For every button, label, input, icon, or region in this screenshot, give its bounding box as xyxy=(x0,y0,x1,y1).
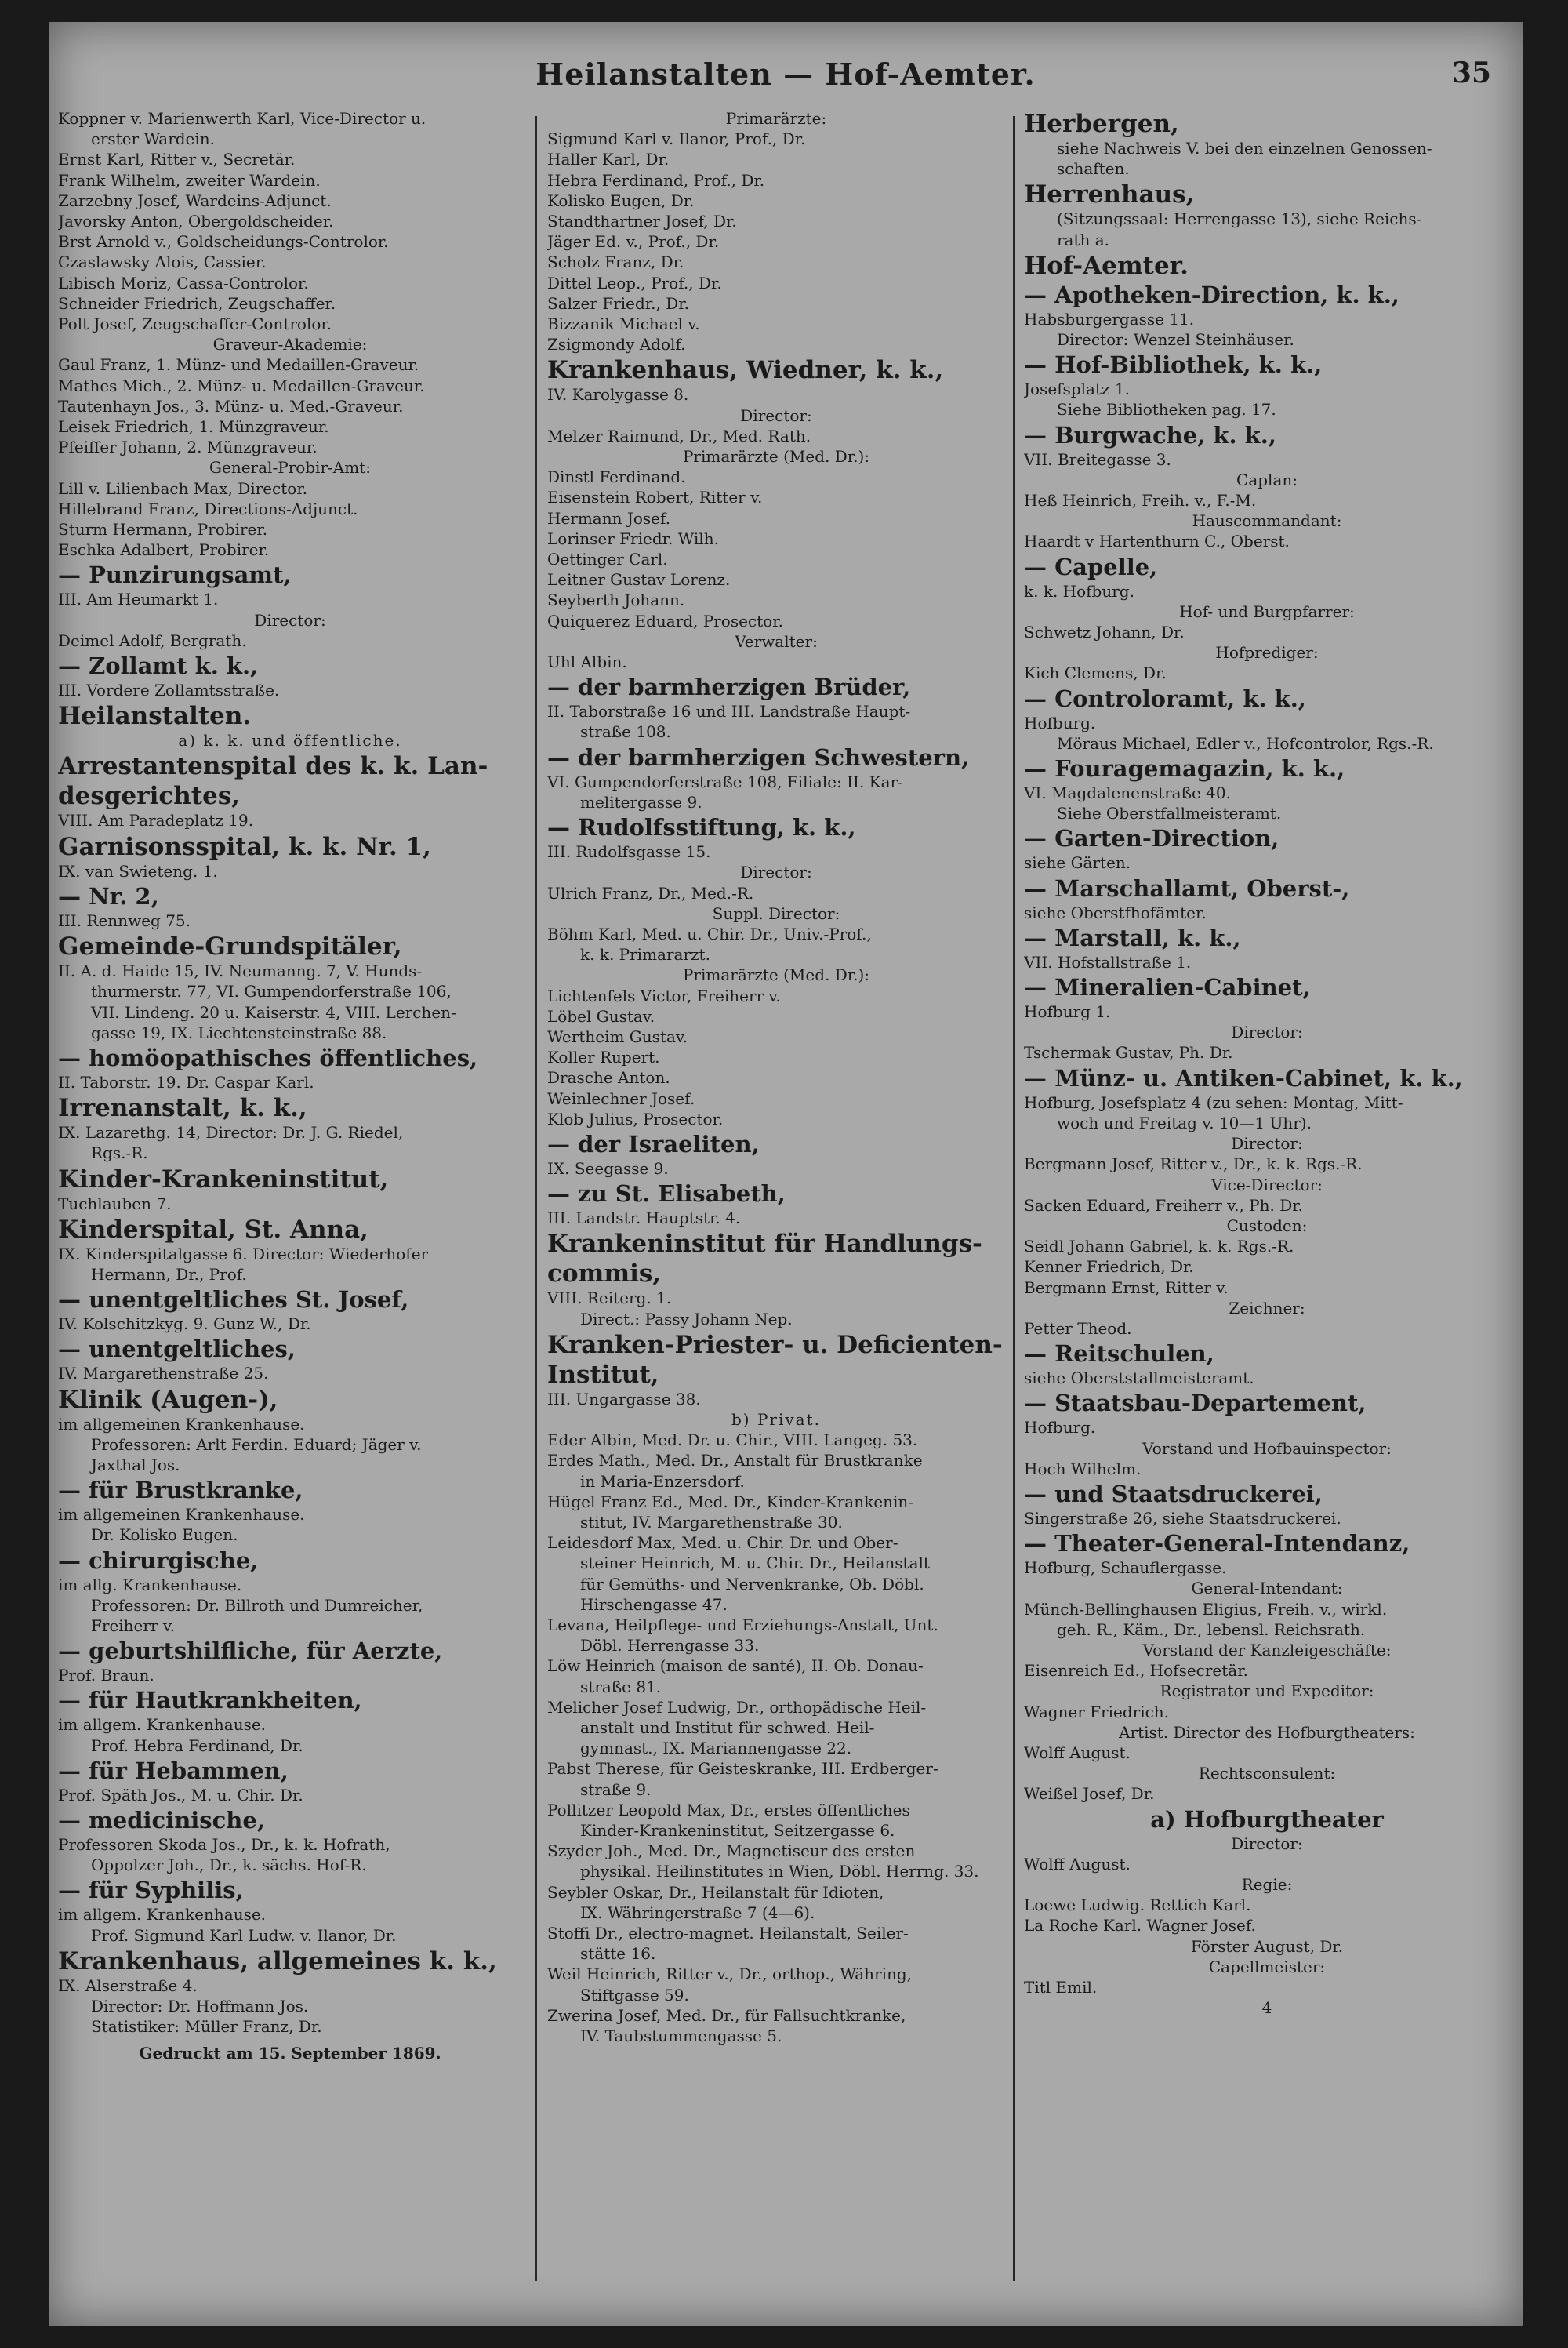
subsection-heading: — für Hautkrankheiten, xyxy=(58,1687,362,1714)
entry-line-continued: Freiherr v. xyxy=(91,1616,176,1635)
entry-line: siehe Oberststallmeisteramt. xyxy=(1024,1368,1254,1388)
sub-heading: Hofprediger: xyxy=(1215,643,1319,663)
entry-line: IX. Alserstraße 4. xyxy=(58,1975,198,1995)
entry-line-continued: erster Wardein. xyxy=(91,129,216,149)
entry-line-continued: VII. Lindeng. 20 u. Kaiserstr. 4, VIII. Lerchen- xyxy=(91,1002,456,1022)
sub-heading: Registrator und Expeditor: xyxy=(1160,1681,1374,1701)
section-heading: Herrenhaus, xyxy=(1024,180,1195,209)
entry-line: Pfeiffer Johann, 2. Münzgraveur. xyxy=(58,438,318,457)
entry-line: Leidesdorf Max, Med. u. Chir. Dr. und Ober- xyxy=(547,1533,898,1553)
entry-line: III. Rudolfsgasse 15. xyxy=(547,842,711,862)
subsection-heading: — zu St. Elisabeth, xyxy=(547,1180,786,1208)
entry-line: Habsburgergasse 11. xyxy=(1024,309,1195,329)
entry-line: Eisenstein Robert, Ritter v. xyxy=(547,488,763,507)
entry-line: Tschermak Gustav, Ph. Dr. xyxy=(1024,1043,1233,1063)
running-title: Heilanstalten — Hof-Aemter. xyxy=(535,56,1036,92)
entry-line: Ernst Karl, Ritter v., Secretär. xyxy=(58,150,296,169)
section-heading: Hof-Aemter. xyxy=(1024,251,1189,280)
entry-line: Prof. Braun. xyxy=(58,1666,154,1685)
sub-heading: Vorstand der Kanzleigeschäfte: xyxy=(1142,1640,1392,1659)
section-heading: Arrestantenspital des k. k. Lan- xyxy=(58,752,488,781)
subsection-heading: — Garten-Direction, xyxy=(1024,825,1279,852)
entry-line-continued: anstalt und Institut für schwed. Heil- xyxy=(580,1718,875,1737)
entry-line: Sigmund Karl v. Ilanor, Prof., Dr. xyxy=(547,129,806,149)
entry-line: II. Taborstraße 16 und III. Landstraße Haupt- xyxy=(547,702,911,721)
sub-heading: Custoden: xyxy=(1226,1216,1308,1235)
entry-line-continued: rath a. xyxy=(1057,230,1110,249)
entry-line: Bergmann Ernst, Ritter v. xyxy=(1024,1278,1229,1297)
entry-line: Haller Karl, Dr. xyxy=(547,150,670,169)
sub-heading: Caplan: xyxy=(1236,470,1298,489)
entry-line: siehe Oberstfhofämter. xyxy=(1024,903,1207,922)
entry-line: Titl Emil. xyxy=(1024,1978,1098,1997)
entry-line: III. Vordere Zollamtsstraße. xyxy=(58,681,280,700)
entry-line: Zwerina Josef, Med. Dr., für Fallsuchtkranke, xyxy=(547,2005,906,2025)
entry-line: im allg. Krankenhause. xyxy=(58,1575,242,1594)
entry-line: Pollitzer Leopold Max, Dr., erstes öffentliches xyxy=(547,1800,910,1819)
sub-heading: Primarärzte: xyxy=(725,109,827,128)
subsection-heading: — Staatsbau-Departement, xyxy=(1024,1390,1367,1417)
entry-line: Deimel Adolf, Bergrath. xyxy=(58,631,247,650)
entry-line: Petter Theod. xyxy=(1024,1318,1132,1338)
sub-heading: Rechtsconsulent: xyxy=(1198,1764,1336,1783)
entry-line: Levana, Heilpflege- und Erziehungs-Anstalt, Unt. xyxy=(547,1615,938,1634)
page-number: 35 xyxy=(1451,56,1491,89)
entry-line-continued: Professoren: Arlt Ferdin. Eduard; Jäger v. xyxy=(91,1434,422,1454)
entry-line: k. k. Hofburg. xyxy=(1024,581,1134,601)
sub-heading: Primarärzte (Med. Dr.): xyxy=(682,447,870,467)
entry-line: Weinlechner Josef. xyxy=(547,1089,695,1108)
entry-line: III. Landstr. Hauptstr. 4. xyxy=(547,1209,741,1228)
entry-line-continued: stätte 16. xyxy=(580,1944,656,1964)
section-heading: Krankeninstitut für Handlungs- xyxy=(547,1230,982,1259)
entry-line: IX. Kinderspitalgasse 6. Director: Wiederhofer xyxy=(58,1244,429,1263)
entry-line-continued: Dr. Kolisko Eugen. xyxy=(91,1525,238,1545)
entry-line-continued: physikal. Heilinstitutes in Wien, Döbl. Herrng. 33. xyxy=(580,1862,979,1881)
entry-line: Erdes Math., Med. Dr., Anstalt für Brustkranke xyxy=(547,1451,923,1470)
entry-line: Zsigmondy Adolf. xyxy=(547,335,686,354)
entry-line: Frank Wilhelm, zweiter Wardein. xyxy=(58,170,321,190)
sub-heading: Capellmeister: xyxy=(1208,1957,1326,1976)
entry-line: Sturm Hermann, Probirer. xyxy=(58,520,268,540)
entry-line: Leisek Friedrich, 1. Münzgraveur. xyxy=(58,417,329,437)
subsection-heading: — Hof-Bibliothek, k. k., xyxy=(1024,351,1323,379)
entry-line: Koppner v. Marienwerth Karl, Vice-Director u. xyxy=(58,109,426,128)
subsection-heading: — für Hebammen, xyxy=(58,1757,289,1784)
entry-line: Seybler Oskar, Dr., Heilanstalt für Idioten, xyxy=(547,1882,884,1902)
entry-line: III. Am Heumarkt 1. xyxy=(58,590,219,609)
entry-line: Stoffi Dr., electro-magnet. Heilanstalt, Seiler- xyxy=(547,1924,909,1943)
entry-line: Hofburg. xyxy=(1024,1418,1096,1438)
entry-line: Bizzanik Michael v. xyxy=(547,314,700,334)
subsection-heading: — Rudolfsstiftung, k. k., xyxy=(547,814,856,841)
subsection-heading: — für Brustkranke, xyxy=(58,1477,303,1504)
entry-line: Eschka Adalbert, Probirer. xyxy=(58,540,270,560)
section-heading: Irrenanstalt, k. k., xyxy=(58,1094,307,1123)
entry-line: IX. van Swieteng. 1. xyxy=(58,861,218,881)
sub-heading: General-Intendant: xyxy=(1191,1579,1343,1598)
entry-line: Standthartner Josef, Dr. xyxy=(547,212,737,231)
entry-line: Czaslawsky Alois, Cassier. xyxy=(58,253,267,272)
column-right xyxy=(1024,108,1510,2304)
sub-heading: Director: xyxy=(740,405,812,425)
entry-line-continued: Statistiker: Müller Franz, Dr. xyxy=(91,2017,322,2037)
column-middle xyxy=(547,108,1005,2304)
entry-line: Sacken Eduard, Freiherr v., Ph. Dr. xyxy=(1024,1195,1303,1215)
entry-line: Wertheim Gustav. xyxy=(547,1027,688,1046)
entry-line: Salzer Friedr., Dr. xyxy=(547,293,689,313)
entry-line: Hoch Wilhelm. xyxy=(1024,1459,1142,1478)
entry-line-continued: für Gemüths- und Nervenkranke, Ob. Döbl. xyxy=(580,1574,924,1594)
subsection-heading: — Marstall, k. k., xyxy=(1024,924,1241,951)
entry-line-continued: schaften. xyxy=(1057,159,1130,179)
section-heading: Klinik (Augen-), xyxy=(58,1385,278,1414)
subsection-heading: — und Staatsdruckerei, xyxy=(1024,1480,1323,1507)
entry-line: II. Taborstr. 19. Dr. Caspar Karl. xyxy=(58,1072,314,1092)
subsection-heading: — der barmherzigen Brüder, xyxy=(547,674,911,701)
subsection-heading: — Reitschulen, xyxy=(1024,1340,1214,1368)
entry-line: Hofburg 1. xyxy=(1024,1002,1111,1022)
entry-line: Melicher Josef Ludwig, Dr., orthopädische Heil- xyxy=(547,1697,927,1717)
page-header xyxy=(49,56,1523,104)
entry-line-continued: Kinder-Krankeninstitut, Seitzergasse 6. xyxy=(580,1821,895,1841)
sub-heading: Director: xyxy=(740,863,812,882)
subsection-heading: — Theater-General-Intendanz, xyxy=(1024,1530,1410,1557)
subsection-heading: — Capelle, xyxy=(1024,553,1158,580)
entry-line: III. Rennweg 75. xyxy=(58,910,191,930)
entry-line: Tautenhayn Jos., 3. Münz- u. Med.-Graveur. xyxy=(58,396,404,416)
entry-line: La Roche Karl. Wagner Josef. xyxy=(1024,1916,1256,1935)
entry-line-continued: Oppolzer Joh., Dr., k. sächs. Hof-R. xyxy=(91,1856,367,1875)
entry-line: Scholz Franz, Dr. xyxy=(547,253,684,272)
entry-line-continued: Hirschengasse 47. xyxy=(580,1594,728,1614)
entry-line: Mathes Mich., 2. Münz- u. Medaillen-Graveur. xyxy=(58,376,425,395)
entry-line: Leitner Gustav Lorenz. xyxy=(547,570,731,590)
entry-line: Hofburg. xyxy=(1024,713,1096,732)
sub-heading: Suppl. Director: xyxy=(712,903,840,923)
entry-line: IV. Margarethenstraße 25. xyxy=(58,1364,269,1383)
entry-line: Szyder Joh., Med. Dr., Magnetiseur des ersten xyxy=(547,1841,916,1861)
entry-line: Klob Julius, Prosector. xyxy=(547,1109,724,1129)
subsection-heading: — Controloramt, k. k., xyxy=(1024,685,1306,712)
sub-heading: Director: xyxy=(1231,1834,1303,1853)
entry-line: Kenner Friedrich, Dr. xyxy=(1024,1257,1194,1277)
subsection-heading: — der Israeliten, xyxy=(547,1130,760,1158)
entry-line-continued: stitut, IV. Margarethenstraße 30. xyxy=(580,1512,843,1532)
entry-line: Dittel Leop., Prof., Dr. xyxy=(547,273,722,293)
sub-heading: Förster August, Dr. xyxy=(1190,1936,1344,1956)
entry-line: Hügel Franz Ed., Med. Dr., Kinder-Krankenin- xyxy=(547,1492,913,1511)
subsection-heading: — chirurgische, xyxy=(58,1547,259,1574)
entry-line: Hebra Ferdinand, Prof., Dr. xyxy=(547,170,765,190)
entry-line-continued: Döbl. Herrengasse 33. xyxy=(580,1636,760,1656)
entry-line: Eder Albin, Med. Dr. u. Chir., VIII. Langeg. 53. xyxy=(547,1430,918,1450)
sub-heading: Verwalter: xyxy=(735,631,818,651)
section-heading: Kranken-Priester- u. Deficienten- xyxy=(547,1330,1003,1359)
entry-line-continued: k. k. Primararzt. xyxy=(580,945,710,965)
entry-line-continued: gasse 19, IX. Liechtensteinstraße 88. xyxy=(91,1023,387,1042)
subsection-heading: — unentgeltliches, xyxy=(58,1336,296,1363)
section-heading: commis, xyxy=(547,1259,662,1288)
subsection-heading: — unentgeltliches St. Josef, xyxy=(58,1286,409,1314)
entry-line: Prof. Späth Jos., M. u. Chir. Dr. xyxy=(58,1785,303,1805)
section-heading: Gemeinde-Grundspitäler, xyxy=(58,932,402,961)
entry-line: Lill v. Lilienbach Max, Director. xyxy=(58,478,308,498)
sub-heading: General-Probir-Amt: xyxy=(209,458,371,478)
entry-line: Zarzebny Josef, Wardeins-Adjunct. xyxy=(58,191,332,210)
entry-line: Professoren Skoda Jos., Dr., k. k. Hofrath, xyxy=(58,1834,390,1854)
entry-line: Hofburg, Schauflergasse. xyxy=(1024,1558,1227,1578)
entry-line: Lichtenfels Victor, Freiherr v. xyxy=(547,986,781,1005)
subsection-heading: — Marschallamt, Oberst-, xyxy=(1024,874,1350,902)
entry-line: Drasche Anton. xyxy=(547,1068,670,1088)
subsection-heading: — Münz- u. Antiken-Cabinet, k. k., xyxy=(1024,1064,1463,1092)
sub-heading: Director: xyxy=(1231,1023,1303,1042)
entry-line: IV. Kolschitzkyg. 9. Gunz W., Dr. xyxy=(58,1314,311,1334)
entry-line-continued: Siehe Bibliotheken pag. 17. xyxy=(1057,400,1276,420)
subsection-heading: — Apotheken-Direction, k. k., xyxy=(1024,281,1399,308)
entry-line: Ulrich Franz, Dr., Med.-R. xyxy=(547,883,754,903)
entry-line: Hillebrand Franz, Directions-Adjunct. xyxy=(58,499,358,518)
entry-line: Quiquerez Eduard, Prosector. xyxy=(547,611,783,631)
sub-heading: Primarärzte (Med. Dr.): xyxy=(682,965,870,985)
entry-line: VIII. Am Paradeplatz 19. xyxy=(58,811,254,831)
entry-line: Seidl Johann Gabriel, k. k. Rgs.-R. xyxy=(1024,1237,1294,1256)
section-heading: desgerichtes, xyxy=(58,782,241,811)
entry-line: Haardt v Hartenthurn C., Oberst. xyxy=(1024,532,1290,551)
entry-line-continued: straße 108. xyxy=(580,722,671,742)
entry-line-continued: Director: Dr. Hoffmann Jos. xyxy=(91,1996,309,2015)
entry-line: IX. Seegasse 9. xyxy=(547,1158,669,1178)
subsection-heading: — Zollamt k. k., xyxy=(58,652,259,680)
directory-page xyxy=(49,22,1523,2326)
subsection-heading: — Nr. 2, xyxy=(58,882,159,910)
sub-heading: Director: xyxy=(1231,1134,1303,1154)
sub-heading: Hauscommandant: xyxy=(1192,511,1342,531)
entry-line: Koller Rupert. xyxy=(547,1048,660,1067)
sub-heading: Hof- und Burgpfarrer: xyxy=(1179,602,1355,621)
subsection-heading: — Mineralien-Cabinet, xyxy=(1024,974,1311,1001)
entry-line: Böhm Karl, Med. u. Chir. Dr., Univ.-Prof., xyxy=(547,924,872,943)
entry-line-continued: IV. Taubstummengasse 5. xyxy=(580,2026,782,2046)
entry-line-continued: melitergasse 9. xyxy=(580,792,702,812)
entry-line-continued: gymnast., IX. Mariannengasse 22. xyxy=(580,1739,852,1758)
entry-line: Jäger Ed. v., Prof., Dr. xyxy=(547,232,720,252)
entry-line: Hofburg, Josefsplatz 4 (zu sehen: Montag, Mitt- xyxy=(1024,1092,1403,1112)
section-heading: Kinder-Krankeninstitut, xyxy=(58,1165,389,1194)
entry-line: siehe Gärten. xyxy=(1024,853,1131,873)
entry-line: Kich Clemens, Dr. xyxy=(1024,663,1167,683)
entry-line: Münch-Bellinghausen Eligius, Freih. v., wirkl. xyxy=(1024,1599,1388,1619)
entry-line-continued: Direct.: Passy Johann Nep. xyxy=(580,1309,793,1328)
entry-line: Schwetz Johann, Dr. xyxy=(1024,623,1185,642)
entry-line: IX. Lazarethg. 14, Director: Dr. J. G. Riedel, xyxy=(58,1123,404,1143)
entry-line-continued: Jaxthal Jos. xyxy=(91,1455,180,1474)
section-subheading: a) k. k. und öffentliche. xyxy=(178,731,402,751)
sub-heading: Vorstand und Hofbauinspector: xyxy=(1142,1438,1392,1458)
section-heading: Krankenhaus, Wiedner, k. k., xyxy=(547,356,944,385)
subsection-heading: — für Syphilis, xyxy=(58,1877,244,1904)
entry-line: Wolff August. xyxy=(1024,1743,1131,1762)
entry-line: Hermann Josef. xyxy=(547,508,671,528)
entry-line: Schneider Friedrich, Zeugschaffer. xyxy=(58,293,336,313)
subsection-heading: — Punzirungsamt, xyxy=(58,562,292,589)
entry-line: Wolff August. xyxy=(1024,1854,1131,1874)
entry-line: II. A. d. Haide 15, IV. Neumanng. 7, V. Hunds- xyxy=(58,961,423,981)
entry-line: Weil Heinrich, Ritter v., Dr., orthop., Währing, xyxy=(547,1965,913,1984)
entry-line-continued: thurmerstr. 77, VI. Gumpendorferstraße 106, xyxy=(91,982,452,1001)
entry-line: Uhl Albin. xyxy=(547,652,627,672)
entry-line: Oettinger Carl. xyxy=(547,550,668,569)
section-heading: Institut, xyxy=(547,1360,659,1389)
entry-line: im allgemeinen Krankenhause. xyxy=(58,1505,305,1525)
entry-line-continued: siehe Nachweis V. bei den einzelnen Genossen- xyxy=(1057,139,1432,158)
entry-line: Eisenreich Ed., Hofsecretär. xyxy=(1024,1661,1248,1681)
entry-line-continued: Prof. Hebra Ferdinand, Dr. xyxy=(91,1736,303,1755)
entry-line: im allgem. Krankenhause. xyxy=(58,1715,267,1735)
column-left xyxy=(58,108,522,2304)
entry-line: Brst Arnold v., Goldscheidungs-Controlor. xyxy=(58,232,389,252)
section-heading: Krankenhaus, allgemeines k. k., xyxy=(58,1946,497,1975)
entry-line: IV. Karolygasse 8. xyxy=(547,385,689,405)
entry-line: Löbel Gustav. xyxy=(547,1006,655,1026)
entry-line: Bergmann Josef, Ritter v., Dr., k. k. Rgs.-R. xyxy=(1024,1154,1363,1174)
entry-line: VI. Magdalenenstraße 40. xyxy=(1024,783,1231,803)
subsection-heading: — medicinische, xyxy=(58,1806,265,1834)
entry-line: Kolisko Eugen, Dr. xyxy=(547,191,695,210)
entry-line: VII. Hofstallstraße 1. xyxy=(1024,952,1192,972)
print-date: Gedruckt am 15. September 1869. xyxy=(139,2044,441,2063)
entry-line: Josefsplatz 1. xyxy=(1024,380,1130,399)
entry-line: Javorsky Anton, Obergoldscheider. xyxy=(58,212,334,231)
entry-line: im allgemeinen Krankenhause. xyxy=(58,1414,305,1434)
entry-line-continued: Prof. Sigmund Karl Ludw. v. Ilanor, Dr. xyxy=(91,1925,397,1945)
entry-line-continued: Rgs.-R. xyxy=(91,1143,148,1163)
entry-line: Polt Josef, Zeugschaffer-Controlor. xyxy=(58,314,332,334)
entry-line-continued: straße 81. xyxy=(580,1677,662,1696)
entry-line: Pabst Therese, für Geisteskranke, III. Erdberger- xyxy=(547,1759,938,1779)
sub-heading: Zeichner: xyxy=(1229,1298,1305,1318)
entry-line: Lorinser Friedr. Wilh. xyxy=(547,529,719,548)
subsection-heading: — geburtshilfliche, für Aerzte, xyxy=(58,1637,443,1665)
sub-heading: Director: xyxy=(254,610,326,630)
entry-line: III. Ungargasse 38. xyxy=(547,1389,701,1408)
entry-line: Singerstraße 26, siehe Staatsdruckerei. xyxy=(1024,1508,1341,1528)
entry-line-continued: Möraus Michael, Edler v., Hofcontrolor, Rgs.-R. xyxy=(1057,733,1434,753)
entry-line: VI. Gumpendorferstraße 108, Filiale: II. Kar- xyxy=(547,772,903,791)
entry-line: Seyberth Johann. xyxy=(547,591,685,610)
column-rule-left xyxy=(535,116,537,2281)
entry-line-continued: Siehe Oberstfallmeisteramt. xyxy=(1057,804,1282,823)
sub-heading: Regie: xyxy=(1241,1874,1293,1894)
column-rule-right xyxy=(1013,116,1015,2281)
section-heading: Kinderspital, St. Anna, xyxy=(58,1215,368,1244)
entry-line: Heß Heinrich, Freih. v., F.-M. xyxy=(1024,491,1257,511)
entry-line-continued: Director: Wenzel Steinhäuser. xyxy=(1057,330,1294,350)
entry-line: Gaul Franz, 1. Münz- und Medaillen-Graveur. xyxy=(58,355,419,375)
entry-line-continued: woch und Freitag v. 10—1 Uhr). xyxy=(1057,1113,1312,1132)
subsection-heading: — homöopathisches öffentliches, xyxy=(58,1044,478,1071)
entry-line-continued: IX. Währingerstraße 7 (4—6). xyxy=(580,1903,815,1922)
entry-line: Melzer Raimund, Dr., Med. Rath. xyxy=(547,426,811,445)
entry-line: Löw Heinrich (maison de santé), II. Ob. Donau- xyxy=(547,1656,924,1676)
entry-line-continued: Hermann, Dr., Prof. xyxy=(91,1264,247,1284)
sub-heading: Artist. Director des Hofburgtheaters: xyxy=(1119,1722,1415,1742)
entry-line-continued: (Sitzungssaal: Herrengasse 13), siehe Reichs- xyxy=(1057,209,1422,229)
entry-line: Loewe Ludwig. Rettich Karl. xyxy=(1024,1895,1251,1915)
section-heading: Heilanstalten. xyxy=(58,702,252,731)
section-heading: Garnisonsspital, k. k. Nr. 1, xyxy=(58,832,431,861)
entry-line: Libisch Moriz, Cassa-Controlor. xyxy=(58,273,309,293)
sub-heading: Vice-Director: xyxy=(1211,1175,1323,1194)
subsection-heading: a) Hofburgtheater xyxy=(1150,1805,1384,1833)
entry-line: Dinstl Ferdinand. xyxy=(547,467,686,487)
subsection-heading: — Burgwache, k. k., xyxy=(1024,421,1276,449)
entry-line: im allgem. Krankenhause. xyxy=(58,1905,267,1925)
sub-heading: Graveur-Akademie: xyxy=(212,335,368,354)
entry-line: VII. Breitegasse 3. xyxy=(1024,449,1171,469)
subsection-heading: — der barmherzigen Schwestern, xyxy=(547,743,970,771)
section-subheading: b) Privat. xyxy=(731,1409,821,1429)
entry-line: Tuchlauben 7. xyxy=(58,1194,172,1213)
entry-line: Wagner Friedrich. xyxy=(1024,1702,1170,1721)
entry-line: VIII. Reiterg. 1. xyxy=(547,1288,672,1308)
subsection-heading: — Fouragemagazin, k. k., xyxy=(1024,755,1345,783)
entry-line-continued: straße 9. xyxy=(580,1779,652,1799)
section-heading: Herbergen, xyxy=(1024,110,1179,138)
sub-heading: 4 xyxy=(1261,1998,1272,2018)
entry-line-continued: Stiftgasse 59. xyxy=(580,1985,689,2005)
entry-line-continued: in Maria-Enzersdorf. xyxy=(580,1471,745,1491)
entry-line-continued: geh. R., Käm., Dr., lebensl. Reichsrath. xyxy=(1057,1619,1366,1639)
entry-line: Weißel Josef, Dr. xyxy=(1024,1784,1155,1804)
entry-line-continued: steiner Heinrich, M. u. Chir. Dr., Heilanstalt xyxy=(580,1554,930,1573)
entry-line-continued: Professoren: Dr. Billroth und Dumreicher, xyxy=(91,1595,423,1615)
